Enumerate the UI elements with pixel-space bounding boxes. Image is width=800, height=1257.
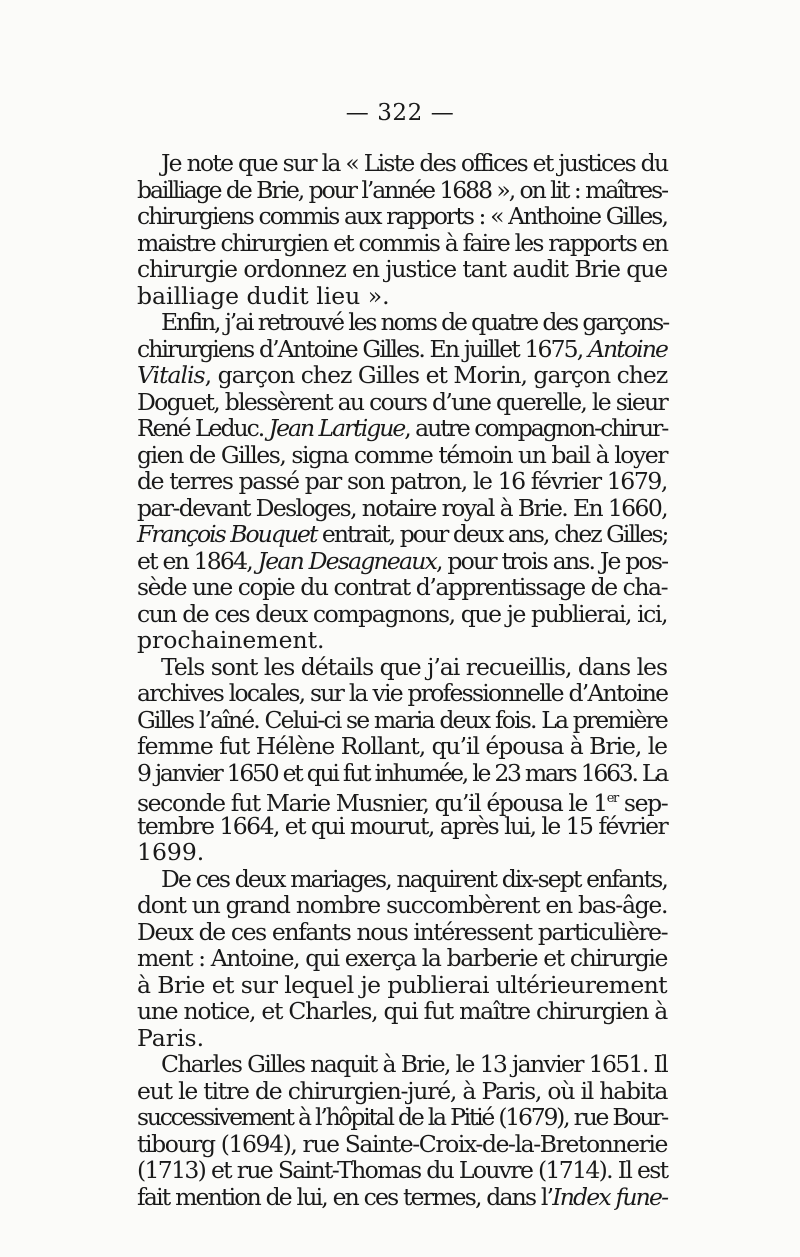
text-segment: Gilles l’aîné. Celui-ci se maria deux fois. La première — [137, 705, 667, 734]
text-segment: fait mention de lui, en ces termes, dans l’ — [137, 1182, 553, 1211]
text-segment: cun de ces deux compagnons, que je publierai, ici, — [137, 599, 667, 628]
text-segment: , garçon chez Gilles et Morin, garçon chez — [204, 361, 668, 389]
text-line — [137, 177, 667, 204]
text-line — [137, 468, 667, 495]
text-line — [137, 972, 667, 999]
text-line — [137, 389, 667, 416]
italic-name: Antoine — [587, 334, 667, 363]
text-line — [137, 627, 667, 654]
text-segment: ment : Antoine, qui exerça la barberie et chirurgie — [137, 944, 667, 972]
text-line — [137, 1025, 667, 1052]
text-segment: prochainement. — [137, 626, 325, 654]
text-line — [137, 733, 667, 760]
text-line — [137, 203, 667, 230]
text-segment: à Brie et sur lequel je publierai ultérieurement — [137, 970, 667, 999]
text-line — [137, 362, 667, 389]
body-text — [137, 150, 667, 1210]
text-segment: gien de Gilles, signa comme témoin un bail à loyer — [137, 440, 667, 469]
page-number-header — [0, 100, 800, 126]
text-line — [137, 309, 667, 336]
text-segment: tembre 1664, et qui mourut, après lui, le 15 février — [137, 811, 668, 840]
text-segment: chirurgiens d’Antoine Gilles. En juillet 1675, — [137, 334, 588, 363]
text-line — [137, 945, 667, 972]
text-line — [137, 548, 667, 575]
text-segment: , autre compagnon-chirur- — [404, 414, 668, 442]
text-segment: successivement à l’hôpital de la Pitié (1679), rue Bour- — [137, 1103, 667, 1131]
text-segment: de terres passé par son patron, le 16 février 1679, — [137, 467, 667, 495]
text-segment: , pour trois ans. Je pos- — [436, 546, 668, 575]
text-line — [137, 574, 667, 601]
text-line — [137, 256, 667, 283]
text-segment: femme fut Hélène Rollant, qu’il épousa à Brie, le — [137, 732, 667, 760]
text-segment: dont un grand nombre succombèrent en bas-âge. — [137, 891, 668, 919]
page-number: 322 — [377, 100, 423, 126]
text-line — [137, 150, 667, 177]
text-line — [137, 521, 667, 548]
text-segment: Enfin, j’ai retrouvé les noms de quatre des garçons- — [161, 308, 669, 336]
text-segment: chirurgie ordonnez en justice tant audit Brie que — [137, 255, 668, 283]
italic-name: François Bouquet — [137, 520, 317, 548]
text-segment: sep- — [617, 788, 668, 817]
text-segment: seconde fut Marie Musnier, qu’il épousa le 1 — [137, 788, 607, 817]
text-line — [137, 892, 667, 919]
text-segment: entrait, pour deux ans, chez Gilles; — [316, 520, 668, 548]
text-segment: bailliage de Brie, pour l’année 1688 », on lit : maîtres- — [137, 175, 667, 204]
superscript: er — [606, 791, 618, 806]
text-line — [137, 919, 667, 946]
text-line — [137, 760, 667, 787]
text-segment: une notice, et Charles, qui fut maître chirurgien à — [137, 997, 667, 1025]
text-line — [137, 1104, 667, 1131]
text-segment: Deux de ces enfants nous intéressent particulière- — [137, 917, 668, 946]
text-line — [137, 1051, 667, 1078]
text-line — [137, 230, 667, 257]
text-segment: Doguet, blessèrent au cours d’une querelle, le sieur — [137, 387, 667, 416]
italic-name: Index fune- — [552, 1182, 668, 1211]
text-line — [137, 654, 667, 681]
text-segment: Paris. — [137, 1023, 205, 1052]
dash-right: — — [430, 100, 455, 126]
text-segment: archives locales, sur la vie professionnelle d’Antoine — [137, 679, 668, 707]
text-line — [137, 601, 667, 628]
text-segment: (1713) et rue Saint-Thomas du Louvre (1714). Il est — [137, 1156, 668, 1184]
text-segment: René Leduc. — [137, 414, 269, 442]
text-segment: 9 janvier 1650 et qui fut inhumée, le 23 mars 1663. La — [137, 758, 667, 787]
text-segment: maistre chirurgien et commis à faire les rapports en — [137, 228, 668, 257]
text-segment: chirurgiens commis aux rapports : « Anthoine Gilles, — [137, 202, 667, 230]
text-line — [137, 415, 667, 442]
text-line — [137, 998, 667, 1025]
text-line — [137, 283, 667, 310]
text-line — [137, 1078, 667, 1105]
italic-name: Vitalis — [137, 361, 205, 389]
text-line — [137, 1184, 667, 1211]
text-line — [137, 786, 668, 817]
text-line — [137, 839, 667, 866]
text-segment: Tels sont les détails que j’ai recueillis, dans les — [161, 652, 667, 681]
text-line — [137, 680, 667, 707]
italic-name: Jean Lartigue — [268, 414, 405, 442]
text-line — [137, 707, 667, 734]
text-segment: eut le titre de chirurgien-juré, à Paris, où il habita — [137, 1076, 668, 1105]
text-segment: par-devant Desloges, notaire royal à Brie. En 1660, — [137, 493, 667, 522]
italic-name: Jean Desagneaux — [257, 546, 437, 575]
text-segment: et en 1864, — [137, 546, 258, 575]
text-line — [137, 336, 667, 363]
text-line — [137, 495, 667, 522]
text-line — [137, 1131, 667, 1158]
text-segment: sède une copie du contrat d’apprentissage de cha- — [137, 573, 668, 601]
text-line — [137, 442, 667, 469]
text-segment: tibourg (1694), rue Sainte-Croix-de-la-Bretonnerie — [137, 1129, 667, 1158]
text-segment: De ces deux mariages, naquirent dix-sept enfants, — [161, 864, 667, 893]
text-segment: Charles Gilles naquit à Brie, le 13 janvier 1651. Il — [161, 1050, 667, 1078]
text-line — [137, 866, 667, 893]
text-segment: 1699. — [137, 838, 205, 866]
dash-left: — — [345, 100, 370, 126]
text-line — [137, 1157, 667, 1184]
text-segment: Je note que sur la « Liste des offices et justices du — [161, 149, 668, 177]
text-line — [137, 813, 667, 840]
text-segment: bailliage dudit lieu ». — [137, 281, 390, 310]
